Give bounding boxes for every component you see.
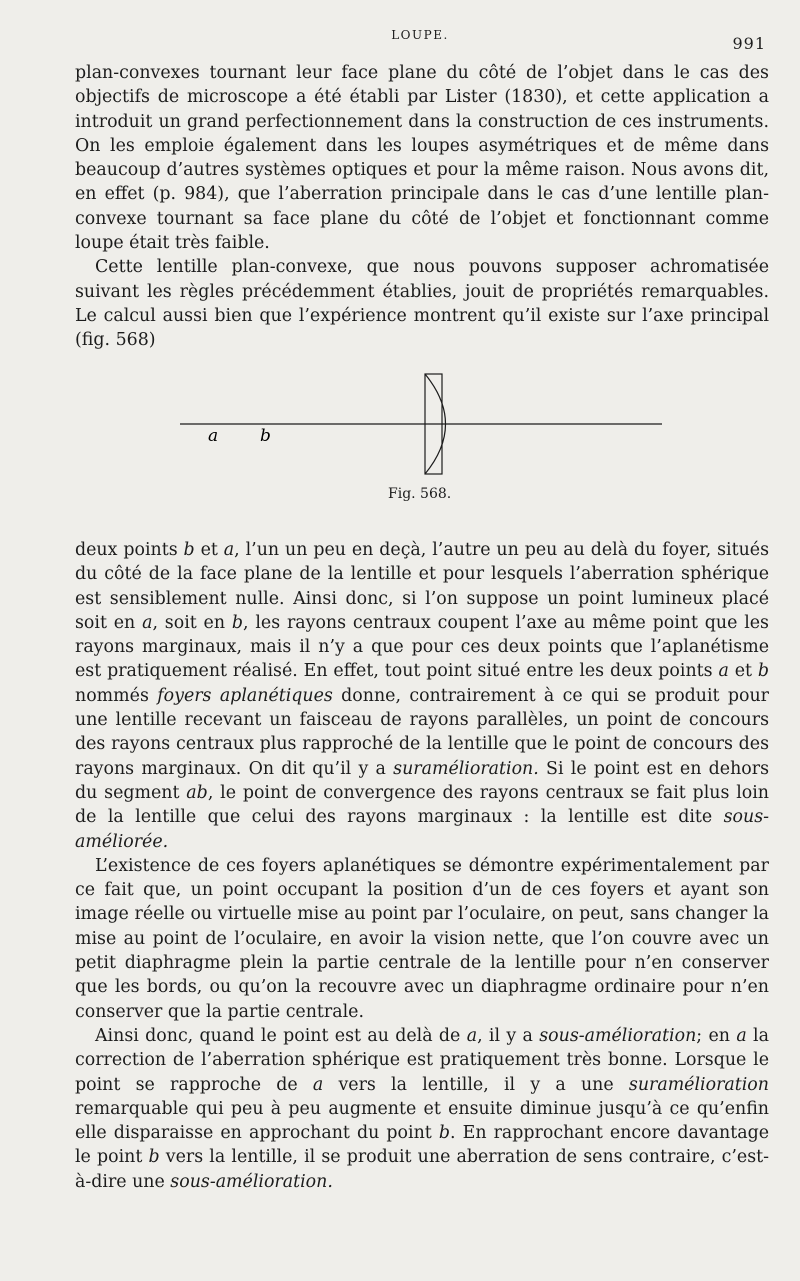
italic-text: a	[223, 540, 235, 560]
italic-text: b	[183, 540, 195, 560]
italic-text: foyers aplanétiques	[157, 685, 333, 706]
text-run: , il y a	[477, 1025, 540, 1046]
text-block-top	[75, 61, 769, 353]
text-run: nommés	[75, 685, 158, 706]
page-number: 991	[732, 34, 766, 53]
running-title: LOUPE.	[391, 28, 449, 42]
text-run: et	[728, 661, 758, 682]
text-run: et	[194, 540, 224, 560]
italic-text: sous-amélioration.	[170, 1171, 333, 1192]
text-run: , le point de convergence des rayons centraux se fait plus loin de la lentille que celui des rayons marginaux : la lentille est dite	[75, 782, 769, 828]
figure-caption: Fig. 568.	[388, 486, 452, 502]
text-run: Si le point est en dehors du segment	[75, 758, 769, 803]
paragraph	[75, 538, 769, 854]
paragraph	[75, 61, 769, 255]
italic-text: a	[142, 612, 153, 633]
paragraph	[75, 1024, 769, 1194]
italic-text: a	[736, 1025, 747, 1046]
text-run: donne, contrairement à ce qui se produit pour une lentille recevant un faisceau de rayons parallèles, un point de concours des rayons centraux plus rapproché de la lentille que le point de concours des rayons marginaux. On dit qu’il y a	[75, 685, 769, 779]
text-run: deux points	[75, 540, 184, 560]
italic-text: a	[718, 661, 729, 682]
text-run: . En rapprochant encore davantage le point	[75, 1123, 769, 1168]
italic-text: suramélioration	[628, 1074, 769, 1095]
text-run: vers la lentille, il y a une	[323, 1074, 629, 1095]
italic-text: b	[438, 1123, 450, 1144]
italic-text: suramélioration.	[393, 758, 539, 779]
text-run: Ainsi donc, quand le point est au delà de	[95, 1025, 467, 1046]
text-run: Cette lentille plan-convexe, que nous pouvons supposer achromatisée suivant les règles précédemment établies, jouit de propriétés remarquables. Le calcul aussi bien que l’expérience montrent qu’il existe sur l’axe principal (fig. 568)	[75, 257, 769, 351]
paragraph	[75, 854, 769, 1024]
italic-text: b	[231, 612, 244, 633]
paragraph	[75, 255, 769, 352]
italic-text: ab	[186, 782, 208, 803]
italic-text: b	[757, 661, 770, 682]
italic-text: sous-amélioration	[539, 1025, 697, 1046]
text-run: plan-convexes tournant leur face plane du côté de l’objet dans le cas des objectifs de microscope a été établi par Lister (1830), et cette application a introduit un grand perfectionnement dans la construction de ces instruments. On les emploie également dans les loupes asymétriques et de même dans beaucoup d’autres systèmes optiques et pour la même raison. Nous avons dit, en effet (p. 984), que l’aberration principale dans le cas d’une lentille plan-convexe tournant sa face plane du côté de l’objet et fonctionnant comme loupe était très faible.	[75, 63, 769, 254]
text-run: la correction de l’aberration sphérique est pratiquement très bonne. Lorsque le point se rapproche de	[75, 1025, 769, 1095]
italic-text: sous-améliorée.	[75, 807, 769, 852]
text-run: L’existence de ces foyers aplanétiques se démontre expérimentalement par ce fait que, un point occupant la position d’un de ces foyers et ayant son image réelle ou virtuelle mise au point par l’oculaire, on peut, sans changer la mise au point de l’oculaire, en avoir la vision nette, que l’on couvre avec un petit diaphragme plein la partie centrale de la lentille pour n’en conserver que les bords, ou qu’on la recouvre avec un diaphragme ordinaire pour n’en conserver que la partie centrale.	[75, 855, 769, 1022]
italic-text: b	[148, 1147, 160, 1168]
text-run: ; en	[696, 1025, 737, 1046]
text-block-bottom	[75, 538, 769, 1194]
italic-text: a	[466, 1025, 478, 1046]
italic-text: a	[312, 1074, 324, 1095]
text-run: remarquable qui peu à peu augmente et ensuite diminue jusqu’à ce qu’enfin elle disparaisse en approchant du point	[75, 1098, 769, 1144]
text-run: , les rayons centraux coupent l’axe au même point que les rayons marginaux, mais il n’y a que pour ces deux points que l’aplanétisme est pratiquement réalisé. En effet, tout point situé entre les deux points	[75, 612, 769, 682]
point-b-label: b	[260, 426, 271, 446]
text-run: , l’un un peu en deçà, l’autre un peu au delà du foyer, situés du côté de la face plane de la lentille et pour lesquels l’aberration sphérique est sensiblement nulle. Ainsi donc, si l’on suppose un point lumineux placé soit en	[75, 540, 769, 633]
text-run: , soit en	[152, 612, 232, 633]
text-run: vers la lentille, il se produit une aberration de sens contraire, c’est-à-dire une	[75, 1147, 769, 1192]
point-a-label: a	[208, 426, 219, 446]
